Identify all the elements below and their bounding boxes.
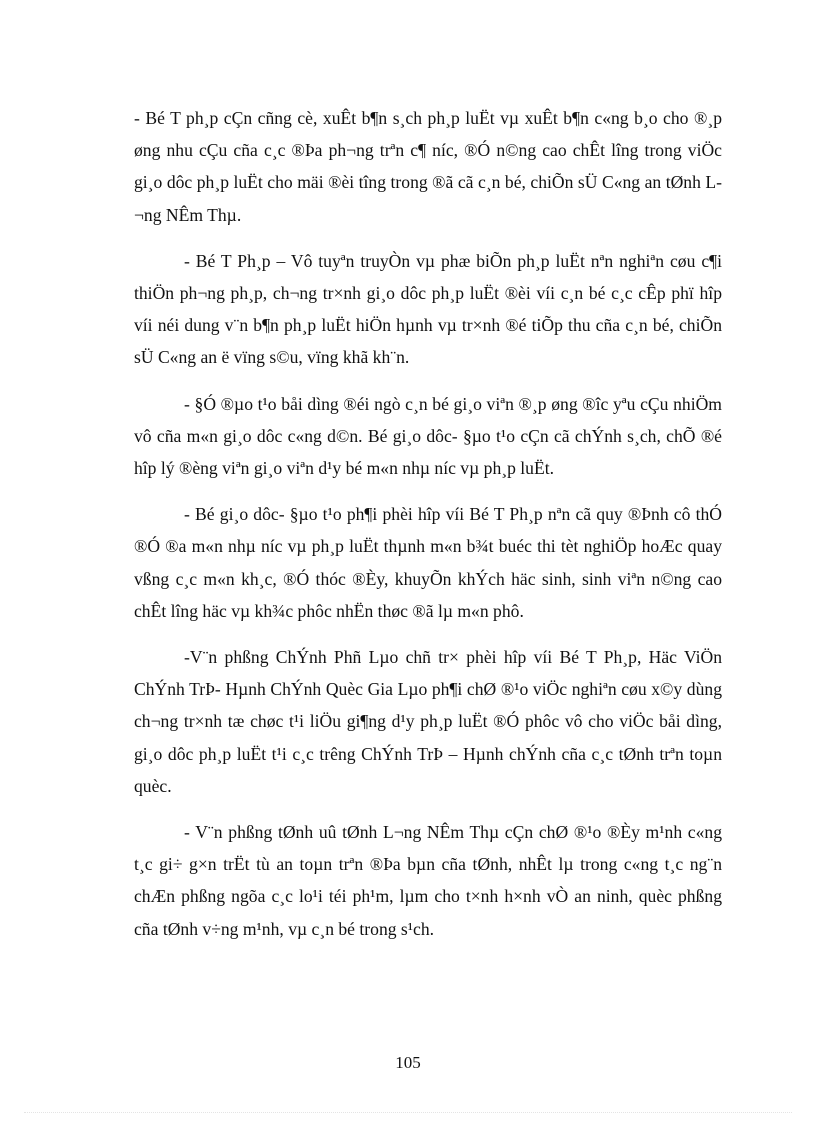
page-number: 105 [395,1053,421,1072]
paragraph-1: - Bé T ph¸p cÇn cñng cè, xuÊt b¶n s¸ch ph¸p luËt vµ xuÊt b¶n c«ng b¸o cho ®¸p øng nhu cÇu cña c¸c ®Þa ph¬ng trªn c¶ níc, ®Ó n©ng cao chÊt lîng trong viÖc gi¸o dôc ph¸p luËt cho mäi ®èi tîng trong ®ã cã c¸n bé, chiÕn sÜ C«ng an tØnh L¬ng NÊm Thµ. [134,108,722,225]
paragraph-2: - Bé T Ph¸p – Vô tuyªn truyÒn vµ phæ biÕn ph¸p luËt nªn nghiªn cøu c¶i thiÖn ph¬ng ph¸p, ch¬ng tr×nh gi¸o dôc ph¸p luËt ®èi víi c¸n bé c¸c cÊp phï hîp víi néi dung v¨n b¶n ph¸p luËt hiÖn hµnh vµ tr×nh ®é tiÕp thu cña c¸n bé, chiÕn sÜ C«ng an ë vïng s©u, vïng khã kh¨n. [134,250,722,368]
paragraph-3: - §Ó ®µo t¹o båi dìng ®éi ngò c¸n bé gi¸o viªn ®¸p øng ®îc yªu cÇu nhiÖm vô cña m«n gi¸o dôc c«ng d©n. Bé gi¸o dôc- §µo t¹o cÇn cã chÝnh s¸ch, chÕ ®é hîp lý ®èng viªn gi¸o viªn d¹y bé m«n nhµ níc vµ ph¸p luËt. [134,393,722,479]
paragraph-6: - V¨n phßng tØnh uû tØnh L¬ng NÊm Thµ cÇn chØ ®¹o ®Èy m¹nh c«ng t¸c gi÷ g×n trËt tù an toµn trªn ®Þa bµn cña tØnh, nhÊt lµ trong c«ng t¸c ng¨n chÆn phßng ngõa c¸c lo¹i téi ph¹m, lµm cho t×nh h×nh vÒ an ninh, quèc phßng cña tØnh v÷ng m¹nh, vµ c¸n bé trong s¹ch. [134,822,722,939]
page-bottom-divider [24,1112,792,1113]
body-text [134,102,722,959]
paragraph-5: -V¨n phßng ChÝnh Phñ Lµo chñ tr× phèi hîp víi Bé T Ph¸p, Häc ViÖn ChÝnh TrÞ- Hµnh ChÝnh Quèc Gia Lµo ph¶i chØ ®¹o viÖc nghiªn cøu x©y dùng ch¬ng tr×nh tæ chøc t¹i liÖu gi¶ng d¹y ph¸p luËt ®Ó phôc vô cho viÖc båi dìng, gi¸o dôc ph¸p luËt t¹i c¸c trêng ChÝnh TrÞ – Hµnh chÝnh cña c¸c tØnh trªn toµn quèc. [134,647,722,796]
paragraph-4: - Bé gi¸o dôc- §µo t¹o ph¶i phèi hîp víi Bé T Ph¸p nªn cã quy ®Þnh cô thÓ ®Ó ®a m«n nhµ níc vµ ph¸p luËt thµnh m«n b¾t buéc thi tèt nghiÖp hoÆc quay vßng c¸c m«n kh¸c, ®Ó thóc ®Èy, khuyÕn khÝch häc sinh, sinh viªn n©ng cao chÊt lîng häc vµ kh¾c phôc nhËn thøc ®ã lµ m«n phô. [134,504,722,621]
